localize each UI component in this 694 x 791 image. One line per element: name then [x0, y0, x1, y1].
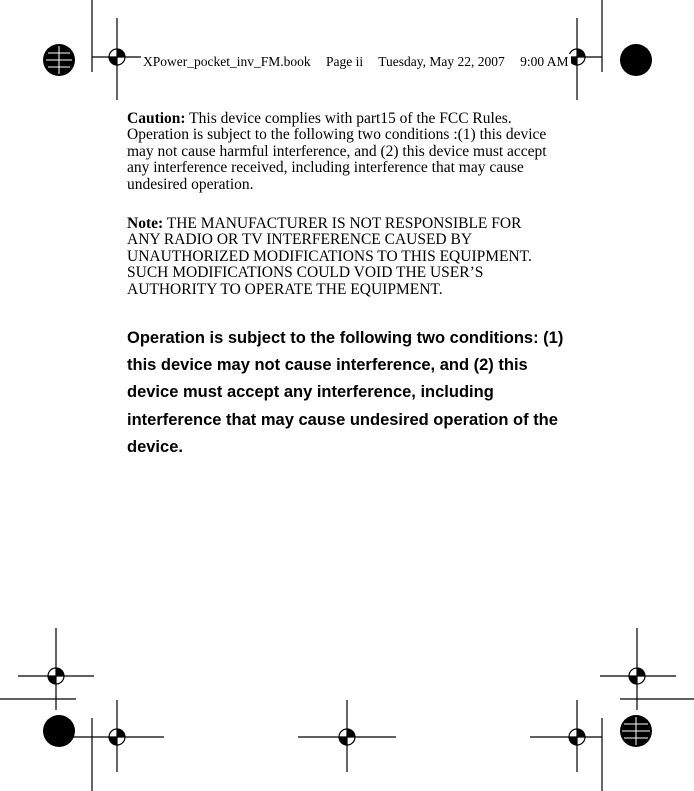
note-text: THE MANUFACTURER IS NOT RESPONSIBLE FOR ANY RADIO OR TV INTERFERENCE CAUSED BY UNAUTHORIZED MODIFICATIONS TO THIS EQUIPMENT. SUCH MODIFICATIONS COULD VOID THE USER’S AUTHORITY TO OPERATE THE EQUIPMENT.	[127, 215, 532, 298]
note-paragraph	[127, 216, 557, 298]
note-label: Note:	[127, 215, 164, 232]
book-filename: XPower_pocket_inv_FM.book	[143, 54, 311, 69]
print-date: Tuesday, May 22, 2007	[378, 54, 505, 69]
caution-paragraph	[127, 111, 567, 193]
print-time: 9:00 AM	[520, 54, 569, 69]
caution-text: This device complies with part15 of the FCC Rules. Operation is subject to the following two conditions :(1) this device may not cause harmful interference, and (2) this device must accept any interference received, including interference that may cause undesired operation.	[127, 110, 547, 193]
conditions-paragraph: Operation is subject to the following two conditions: (1) this device may not cause interference, and (2) this device must accept any interference, including interference that may cause undesired operation of the device.	[127, 329, 564, 456]
caution-label: Caution:	[127, 110, 186, 127]
print-slug-header	[141, 54, 571, 70]
page-number: Page ii	[326, 54, 364, 69]
